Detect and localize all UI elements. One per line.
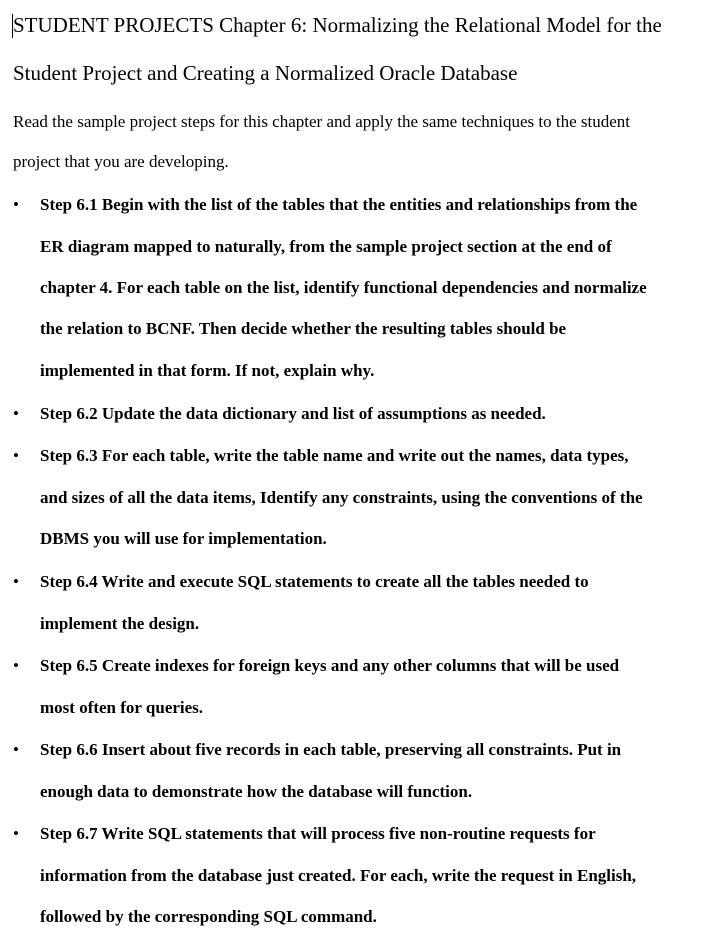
step-line: followed by the corresponding SQL command. bbox=[40, 907, 377, 926]
step-line: ER diagram mapped to naturally, from the sample project section at the end of bbox=[40, 237, 612, 256]
step-line: Step 6.2 Update the data dictionary and list of assumptions as needed. bbox=[40, 404, 546, 423]
step-line: chapter 4. For each table on the list, identify functional dependencies and normalize bbox=[40, 278, 647, 297]
bullet-icon: • bbox=[13, 195, 19, 214]
step-line: Step 6.1 Begin with the list of the tables that the entities and relationships from the bbox=[40, 195, 638, 214]
step-line: information from the database just created. For each, write the request in English, bbox=[40, 866, 637, 885]
step-line: DBMS you will use for implementation. bbox=[40, 529, 327, 548]
document-title-line-1: STUDENT PROJECTS Chapter 6: Normalizing the Relational Model for the bbox=[13, 13, 662, 37]
step-line: Step 6.5 Create indexes for foreign keys and any other columns that will be used bbox=[40, 656, 620, 675]
step-line: implement the design. bbox=[40, 614, 200, 633]
bullet-icon: • bbox=[13, 572, 19, 591]
step-line: the relation to BCNF. Then decide whether the resulting tables should be bbox=[40, 319, 567, 338]
bullet-icon: • bbox=[13, 404, 19, 423]
step-line: enough data to demonstrate how the database will function. bbox=[40, 782, 473, 801]
bullet-icon: • bbox=[13, 656, 19, 675]
step-line: implemented in that form. If not, explain why. bbox=[40, 361, 375, 380]
step-line: Step 6.4 Write and execute SQL statements to create all the tables needed to bbox=[40, 572, 589, 591]
intro-paragraph-line-2: project that you are developing. bbox=[13, 152, 229, 171]
bullet-icon: • bbox=[13, 446, 19, 465]
step-line: Step 6.7 Write SQL statements that will process five non-routine requests for bbox=[40, 824, 596, 843]
step-line: Step 6.3 For each table, write the table name and write out the names, data types, bbox=[40, 446, 629, 465]
bullet-icon: • bbox=[13, 824, 19, 843]
intro-paragraph-line-1: Read the sample project steps for this chapter and apply the same techniques to the student bbox=[13, 112, 631, 131]
step-line: Step 6.6 Insert about five records in each table, preserving all constraints. Put in bbox=[40, 740, 622, 759]
document-title-line-2: Student Project and Creating a Normalized Oracle Database bbox=[13, 61, 518, 85]
step-line: and sizes of all the data items, Identify any constraints, using the conventions of the bbox=[40, 488, 643, 507]
step-line: most often for queries. bbox=[40, 698, 204, 717]
bullet-icon: • bbox=[13, 740, 19, 759]
